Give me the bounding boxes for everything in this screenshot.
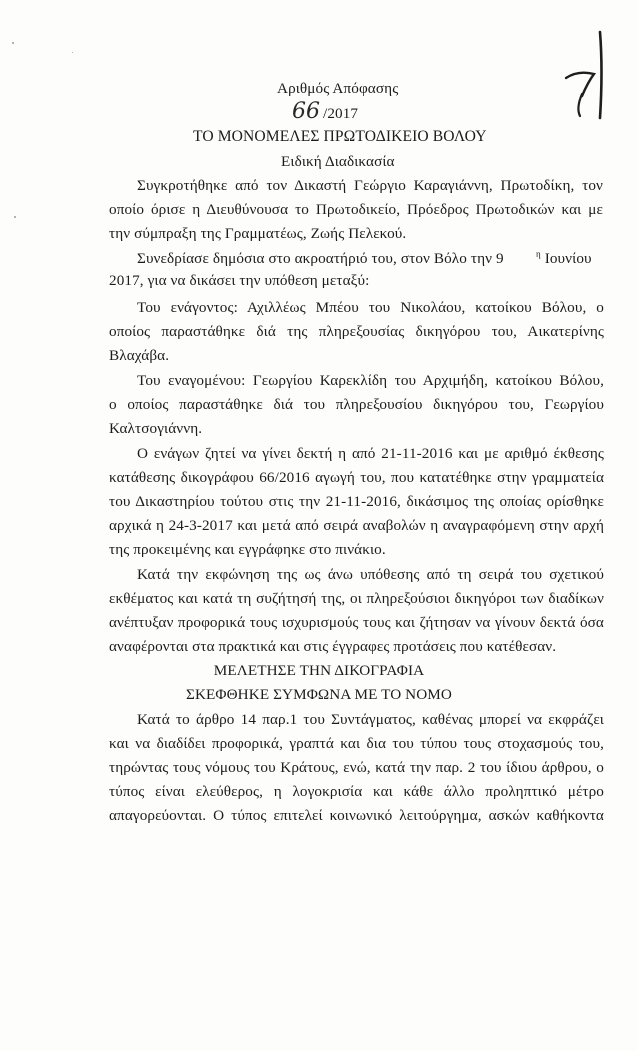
paragraph-7-line-1: Κατά το άρθρο 14 παρ.1 του Συντάγματος, καθένας μπορεί να εκφράζει (137, 711, 604, 728)
handwritten-margin-mark (560, 30, 620, 120)
scan-speck (12, 42, 14, 44)
session-text: Συνεδρίασε δημόσια στο ακροατήριό του, στον Βόλο την 9 (137, 250, 504, 267)
paragraph-5-line-3: του Δικαστηρίου τούτου στις την 21-11-2016, δικάσιμος της οποίας ορίσθηκε (109, 493, 604, 510)
scan-speck (72, 52, 73, 53)
session-month: Ιουνίου (540, 250, 592, 267)
paragraph-2-line-2: 2017, για να δικάσει την υπόθεση μεταξύ: (109, 272, 370, 289)
paragraph-6-line-4: αναφέρονται στα πρακτικά και στις έγγραφες προτάσεις που κατέθεσαν. (109, 638, 557, 655)
scan-speck (14, 216, 16, 218)
paragraph-1-line-1: Συγκροτήθηκε από τον Δικαστή Γεώργιο Καραγιάννη, Πρωτοδίκη, τον (137, 177, 603, 194)
paragraph-1-line-3: την σύμπραξη της Γραμματέως, Ζωής Πελεκού. (109, 225, 407, 242)
procedure-label: Ειδική Διαδικασία (281, 153, 395, 170)
paragraph-7-line-4: τύπος είναι ελεύθερος, η λογοκρισία και κάθε άλλο προληπτικό μέτρο (109, 783, 604, 800)
section-heading-1: ΜΕΛΕΤΗΣΕ ΤΗΝ ΔΙΚΟΓΡΑΦΙΑ (213, 662, 425, 679)
paragraph-3-line-2: οποίος παραστάθηκε διά της πληρεξουσίας δικηγόρου του, Αικατερίνης (109, 323, 604, 340)
paragraph-6-line-2: εκθέματος και κατά τη συζήτησή της, οι πληρεξούσιοι δικηγόροι των διαδίκων (109, 590, 604, 607)
paragraph-7-line-5: απαγορεύονται. Ο τύπος επιτελεί κοινωνικό λειτούργημα, ασκών καθήκοντα (109, 807, 604, 824)
paragraph-7-line-3: τηρώντας τους νόμους του Κράτους, ενώ, κατά την παρ. 2 του ίδιου άρθρου, ο (109, 759, 604, 776)
paragraph-6-line-1: Κατά την εκφώνηση της ως άνω υπόθεσης από τη σειρά του σχετικού (137, 566, 604, 583)
paragraph-3-line-1: Του ενάγοντος: Αχιλλέως Μπέου του Νικολάου, κατοίκου Βόλου, ο (137, 299, 604, 316)
paragraph-7-line-2: και να διαδίδει προφορικά, γραπτά και δια του τύπου τους στοχασμούς του, (109, 735, 604, 752)
paragraph-4-line-3: Καλτσογιάννη. (109, 420, 203, 437)
paragraph-5-line-2: κατάθεσης δικογράφου 66/2016 αγωγή του, που κατατέθηκε στην γραμματεία (109, 469, 604, 486)
paragraph-5-line-1: Ο ενάγων ζητεί να γίνει δεκτή η από 21-11-2016 και με αριθμό έκθεσης (137, 445, 604, 462)
section-heading-2: ΣΚΕΦΘΗΚΕ ΣΥΜΦΩΝΑ ΜΕ ΤΟ ΝΟΜΟ (186, 686, 452, 703)
paragraph-3-line-3: Βλαχάβα. (109, 347, 170, 364)
decision-year: /2017 (323, 105, 359, 122)
decision-label: Αριθμός Απόφασης (277, 80, 399, 97)
session-date-suffix (536, 250, 592, 268)
paragraph-6-line-3: ανέπτυξαν προφορικά τους ισχυρισμούς τους και ζήτησαν να γίνουν δεκτά όσα (109, 614, 604, 631)
paragraph-5-line-5: της προκειμένης και εγγράφηκε στο πινάκιο. (109, 541, 386, 558)
paragraph-4-line-1: Του εναγομένου: Γεωργίου Καρεκλίδη του Αρχιμήδη, κατοίκου Βόλου, (137, 372, 604, 389)
paragraph-4-line-2: ο οποίος παραστάθηκε διά του πληρεξουσίου δικηγόρου του, Γεωργίου (109, 396, 604, 413)
paragraph-5-line-4: αρχικά η 24-3-2017 και μετά από σειρά αναβολών η αναγραφόμενη στην αρχή (109, 517, 604, 534)
court-title: ΤΟ ΜΟΝΟΜΕΛΕΣ ΠΡΩΤΟΔΙΚΕΙΟ ΒΟΛΟΥ (193, 128, 487, 145)
paragraph-1-line-2: οποίο όρισε η Διευθύνουσα το Πρωτοδικείο, Πρόεδρος Πρωτοδικών και με (109, 201, 603, 218)
paragraph-2-line-1 (137, 250, 604, 268)
decision-number-handwritten: 66 (292, 99, 320, 124)
session-date-sup: η (536, 248, 541, 259)
